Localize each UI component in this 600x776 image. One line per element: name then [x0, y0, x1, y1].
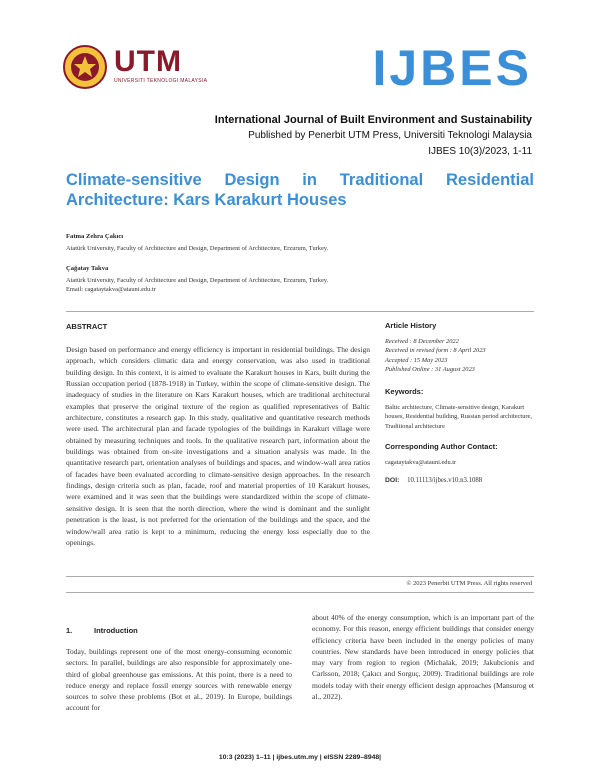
divider-copyright — [66, 576, 534, 577]
doi-line — [385, 476, 535, 485]
divider-bottom — [66, 592, 534, 593]
copyright: © 2023 Penerbit UTM Press. All rights reserved — [406, 580, 532, 587]
logo-subtext: UNIVERSITI TEKNOLOGI MALAYSIA — [114, 78, 208, 84]
utm-seal-icon — [62, 44, 108, 90]
article-history-heading: Article History — [385, 321, 437, 330]
abstract-body: Design based on performance and energy efficiency is important in residential buildings. The design approach, which considers climatic data and energy conservation, was also used in traditional building design. In this context, it is aimed to evaluate the Karakurt houses in Kars, built during the Russian occupation period (1878-1918) in Turkey, within the scope of climate-sensitive design. The inadequacy of studies in the literature on Kars Karakurt houses, which are traditional architectural examples that preserve the original texture of the region as qualified representatives of Baltic architecture, constitutes a research gap. In this study, qualitative and quantitative research methods were used. The architectural plan and facade typologies of the buildings in Karakurt village were obtained by measuring techniques and tools. In the qualitative research part, information about the buildings was obtained from on-site investigations and a situation analysis was made. In the quantitative research part, orientation analyses of buildings and spaces, and window-wall area ratios of facades have been evaluated according to climate-sensitive design approaches. In the research findings, design criteria such as plan, facade, roof and material properties of 10 Karakurt houses, were examined and it was seen that the buildings were standardized within the scope of climate-sensitive design. It is seen that the north direction, where the wind is dominant and the sunlight penetration is the least, is not preferred for the orientation of the buildings and the space, and the window/wall area ratio is kept to a minimum, reducing the energy loss especially due to the openings. — [66, 345, 370, 547]
keywords-text: Baltic architecture, Climate-sensitive design, Karakurt houses, Residential building, Russian period architecture, Traditional architecture — [385, 404, 532, 430]
intro-title: Introduction — [94, 626, 138, 635]
history-revised: Received in revised form : 8 April 2023 — [385, 347, 486, 355]
intro-right-column: about 40% of the energy consumption, which is an important part of the economy. For this reason, energy efficient buildings that consider energy efficiency criteria have been included in the energy policies of many countries. New standards have been introduced in energy policies that may vary from region to region (Michalak, 2019; Jakubcionis and Carlsson, 2018; Çakıcı and Sorguç, 2009). Traditional buildings are role models today with their energy efficient design approaches (Mansurog et al., 2022). — [312, 613, 534, 702]
author-2-name: Çağatay Takva — [66, 265, 109, 272]
history-published: Published Online : 31 August 2023 — [385, 365, 475, 373]
corresponding-heading: Corresponding Author Contact: — [385, 442, 498, 451]
intro-left-column: Today, buildings represent one of the most energy-consuming economic sectors. In parallel, buildings are also responsible for approximately one-third of global greenhouse gas emissions. At this point, there is a need to reduce energy and replace fossil energy sources with renewable energy sources to solve these problems (Bot et al., 2019). In Europe, buildings account for — [66, 647, 292, 713]
doi-label: DOI: — [385, 477, 400, 484]
author-2-affiliation: Atatürk University, Faculty of Architecture and Design, Department of Architecture, Erzurum, Turkey. — [66, 277, 329, 284]
page-footer: 10:3 (2023) 1–11 | ijbes.utm.my | eISSN 2289–8948| — [218, 754, 382, 761]
journal-title: International Journal of Built Environment and Sustainability — [214, 114, 532, 126]
divider-top — [66, 311, 534, 312]
intro-number: 1. — [66, 626, 73, 635]
abstract-heading: ABSTRACT — [66, 322, 108, 331]
corresponding-email[interactable]: cagataytakva@atauni.edu.tr — [385, 459, 457, 466]
keywords-heading: Keywords: — [385, 387, 424, 396]
article-history — [385, 337, 535, 374]
journal-brand: IJBES — [372, 40, 532, 96]
paper-title: Climate-sensitive Design in Traditional Residential Architecture: Kars Karakurt Houses — [66, 171, 534, 209]
issue-line: IJBES 10(3)/2023, 1-11 — [428, 146, 532, 157]
history-received: Received : 8 December 2022 — [385, 338, 459, 345]
utm-logo — [62, 44, 212, 98]
author-1-name: Fatma Zehra Çakıcı — [66, 233, 124, 240]
publisher-line: Published by Penerbit UTM Press, Universiti Teknologi Malaysia — [248, 130, 532, 141]
author-2-email[interactable]: Email: cagataytakva@atauni.edu.tr — [66, 286, 156, 293]
logo-text: UTM — [114, 45, 182, 78]
history-accepted: Accepted : 15 May 2023 — [385, 356, 448, 364]
author-1-affiliation: Atatürk University, Faculty of Architecture and Design, Department of Architecture, Erzurum, Turkey. — [66, 245, 329, 252]
doi-link[interactable]: 10.11113/ijbes.v10.n3.1088 — [407, 477, 483, 484]
